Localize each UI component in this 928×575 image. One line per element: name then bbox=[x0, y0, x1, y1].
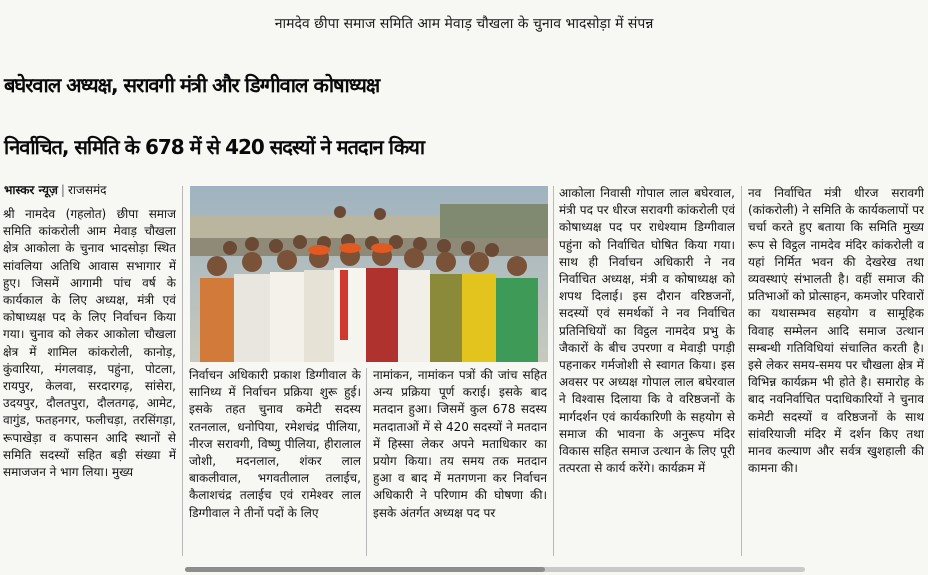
article-column-4-text: आकोला निवासी गोपाल लाल बघेरवाल, मंत्री पद पर धीरज सरावगी कांकरोली एवं कोषाध्यक्ष पद पर राधेश्याम डिग्गीवाल पहुंना को निर्वाचित घोषित किया गया। साथ ही निर्वाचन अधिकारी ने नव निर्वाचित अध्यक्ष, मंत्री व कोषाध्यक्ष को शपथ दिलाई। इस दौरान वरिष्ठजनों, सदस्यों एवं समर्थकों ने नव निर्वाचित प्रतिनिधियों का विट्ठल नामदेव प्रभु के जैकारों के बीच उपरणा व मेवाड़ी पगड़ी पहनाकर गर्मजोशी से स्वागत किया। इस अवसर पर अध्यक्ष गोपाल लाल बघेरवाल ने विश्वास दिलाया कि वे वरिष्ठजनों के मार्गदर्शन एवं कार्यकारिणी के सहयोग से समाज की भावना के अनुरूप मंदिर विकास सहित समाज उत्थान के लिए पूरी तत्परता से कार्य करेंगे। कार्यक्रम में bbox=[559, 186, 735, 476]
article-column-3 bbox=[373, 367, 547, 557]
article-column-4 bbox=[559, 185, 735, 557]
byline bbox=[4, 182, 107, 198]
article-column-1 bbox=[3, 206, 176, 556]
article-column-5-text: नव निर्वाचित मंत्री धीरज सरावगी (कांकरोली) ने समिति के कार्यकलापों पर चर्चा करते हुए बताया कि समिति मुख्य रूप से विट्ठल नामदेव मंदिर कांकरोली व यहां निर्मित भवन की देखरेख तथा व्यवस्थाएं संभालती है। वहीं समाज की प्रतिभाओं को प्रोत्साहन, कमजोर परिवारों का यथासम्भव सहयोग व सामूहिक विवाह सम्मेलन आदि समाज उत्थान सम्बन्धी गतिविधियां संचालित करती है। इसे लेकर समय-समय पर चौखला क्षेत्र में विभिन्न कार्यक्रम भी होते है। समारोह के बाद नवनिर्वाचित पदाधिकारियों ने चुनाव कमेटी सदस्यों व वरिष्ठजनों के साथ सांवरियाजी मंदिर में दर्शन किए तथा मानव कल्याण और सर्वत्र खुशहाली की कामना की। bbox=[748, 186, 924, 476]
article-column-2 bbox=[189, 367, 361, 557]
article-column-2-text: निर्वाचन अधिकारी प्रकाश डिग्गीवाल के सानिध्य में निर्वाचन प्रक्रिया शुरू हुई। इसके तहत चुनाव कमेटी सदस्य रतनलाल, धनोपिया, रमेशचंद्र पीलिया, नीरज सरावगी, विष्णु पीलिया, हीरालाल जोशी, मदनलाल, शंकर लाल बाकलीवाल, भगवतीलाल तलाईच, कैलाशचंद्र तलाईच एवं रामेश्वर लाल डिग्गीवाल ने तीनों पदों के लिए bbox=[189, 368, 361, 520]
column-divider bbox=[182, 186, 183, 556]
group-photo bbox=[190, 186, 548, 362]
horizontal-scrollbar[interactable] bbox=[185, 567, 805, 572]
byline-place: राजसमंद bbox=[67, 183, 107, 197]
scrollbar-thumb[interactable] bbox=[185, 567, 545, 572]
group-photo-graphic bbox=[190, 186, 548, 362]
article-column-1-text: श्री नामदेव (गहलोत) छीपा समाज समिति कांकरोली आम मेवाड़ चौखला क्षेत्र आकोला के चुनाव भादसोड़ा स्थित सांवलिया अतिथि आवास सभागार में हुए। जिसमें आगामी पांच वर्ष के कार्यकाल के लिए अध्यक्ष, मंत्री एवं कोषाध्यक्ष पद के लिए निर्वाचन किया गया। चुनाव को लेकर आकोला चौखला क्षेत्र में शामिल कांकरोली, कानोड़, कुंवारिया, मंगलवाड़, पहुंना, पोटला, रायपुर, केलवा, सरदारगढ़, सांसेरा, उदयपुर, दौलतपुरा, दौलतगढ़, आमेट, वागुंड, फतहनगर, फलीचड़ा, तरसिंगड़ा, रूपाखेड़ा व कपासन आदि स्थानों से समिति सदस्यों सहित बड़ी संख्या में समाजजन ने भाग लिया। मुख्य bbox=[3, 207, 176, 480]
column-divider bbox=[366, 368, 367, 556]
byline-source: भास्कर न्यूज़ bbox=[4, 183, 58, 197]
column-divider bbox=[553, 186, 554, 556]
article-column-5 bbox=[748, 185, 924, 557]
headline-line-1: बघेरवाल अध्यक्ष, सरावगी मंत्री और डिग्गीवाल कोषाध्यक्ष bbox=[4, 73, 380, 97]
byline-separator: | bbox=[60, 183, 65, 197]
column-divider bbox=[741, 186, 742, 556]
article-column-3-text: नामांकन, नामांकन पत्रों की जांच सहित अन्य प्रक्रिया पूर्ण कराई। इसके बाद मतदान हुआ। जिसमें कुल 678 सदस्य मतदाताओं में से 420 सदस्यों ने मतदान में हिस्सा लेकर अपने मताधिकार का प्रयोग किया। तय समय तक मतदान हुआ व बाद में मतगणना कर निर्वाचन अधिकारी ने परिणाम की घोषणा की। इसके अंतर्गत अध्यक्ष पद पर bbox=[373, 368, 547, 520]
article-headline bbox=[4, 54, 924, 178]
article-kicker: नामदेव छीपा समाज समिति आम मेवाड़ चौखला के चुनाव भादसोड़ा में संपन्न bbox=[274, 16, 654, 32]
headline-line-2: निर्वाचित, समिति के 678 में से 420 सदस्यों ने मतदान किया bbox=[4, 135, 425, 159]
